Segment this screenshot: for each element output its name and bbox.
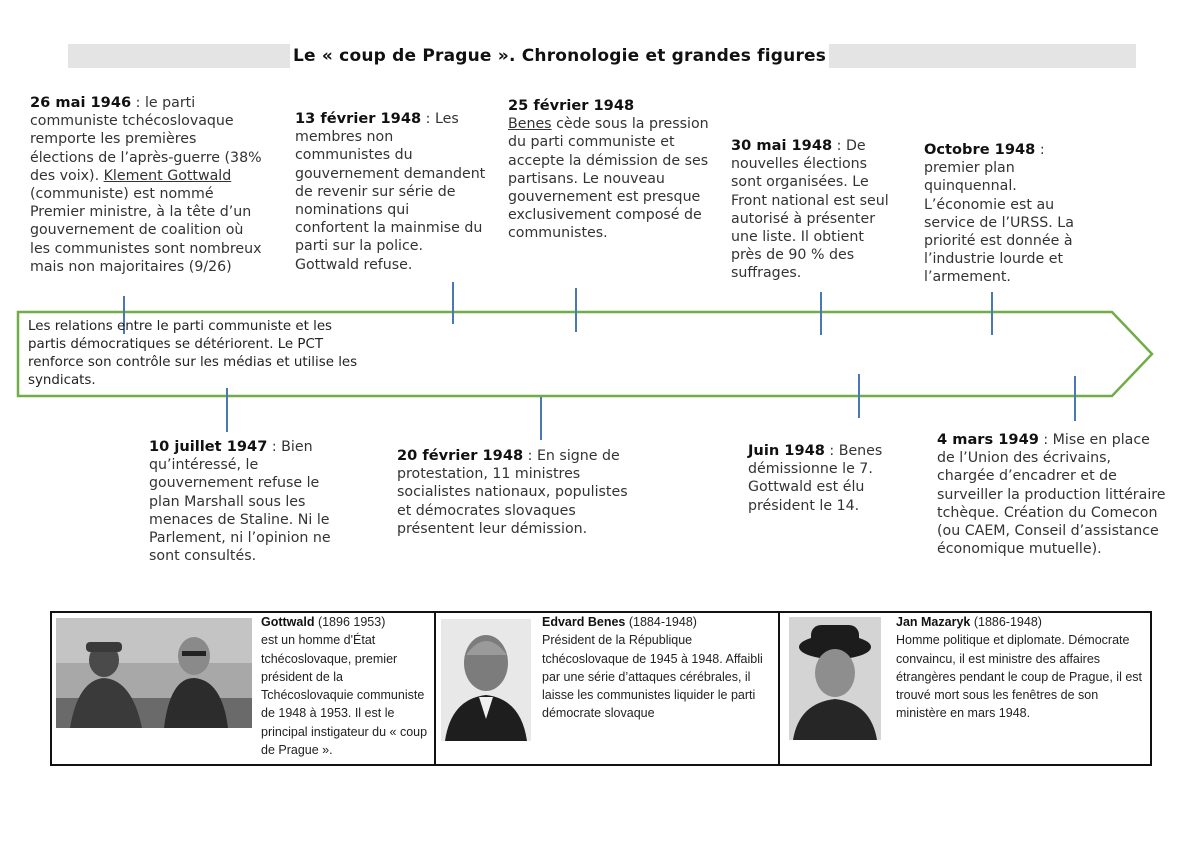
- bio-cell-gottwald: [51, 612, 435, 765]
- timeline-tick: [858, 374, 860, 418]
- gottwald-photo: [56, 618, 252, 728]
- bio-benes: Edvard Benes (1884-1948) Président de la République tchécoslovaque de 1945 à 1948. Affaibli par une série d’attaques cérébrales, il laisse les communistes liquider le parti démocrate slovaque: [542, 615, 763, 721]
- event-date: 30 mai 1948: [731, 137, 833, 154]
- event-4-mars-1949: 4 mars 1949 : Mise en place de l’Union des écrivains, chargée d’encadrer et de surveiller la production littéraire tchèque. Création du Comecon (ou CAEM, Conseil d’assistance économique mutuelle).: [937, 431, 1166, 558]
- timeline-tick: [991, 292, 993, 335]
- bio-cell-benes: [435, 612, 779, 765]
- event-date: 13 février 1948: [295, 110, 422, 127]
- page-title: Le « coup de Prague ». Chronologie et grandes figures: [290, 44, 829, 68]
- bio-cell-mazaryk: [779, 612, 1151, 765]
- event-30-mai-1948: 30 mai 1948 : De nouvelles élections sont organisées. Le Front national est seul autorisé à présenter une liste. Il obtient près de 90 % des suffrages.: [731, 137, 889, 282]
- event-26-mai-1946: 26 mai 1946 : le parti communiste tchécoslovaque remporte les premières élections de l’après-guerre (38% des voix). Klement Gottwald (communiste) est nommé Premier ministre, à la tête d’un gouvernement de coalition où les communistes sont nombreux mais non majoritaires (9/26): [30, 94, 262, 275]
- event-juin-1948: Juin 1948 : Benes démissionne le 7. Gottwald est élu président le 14.: [748, 442, 883, 514]
- benes-link: Benes: [508, 116, 552, 133]
- benes-photo: [441, 619, 531, 741]
- timeline-tick: [820, 292, 822, 335]
- timeline-tick: [452, 282, 454, 324]
- timeline-tick: [226, 388, 228, 432]
- event-25-fevrier-1948: 25 février 1948 Benes cède sous la pression du parti communiste et accepte la démission de ses partisans. Le nouveau gouvernement est presque exclusivement composé de communistes.: [508, 97, 709, 242]
- event-date: 10 juillet 1947: [149, 438, 268, 455]
- klement-gottwald-link: Klement Gottwald: [103, 167, 232, 184]
- event-13-fevrier-1948: 13 février 1948 : Les membres non communistes du gouvernement demandent de revenir sur série de nominations qui confortent la mainmise du parti sur la police. Gottwald refuse.: [295, 110, 486, 273]
- bio-name: Edvard Benes: [542, 615, 626, 629]
- biographies-table: [50, 611, 1152, 766]
- bio-name: Gottwald: [261, 615, 315, 629]
- timeline-tick: [1074, 376, 1076, 421]
- event-date: 25 février 1948: [508, 97, 635, 114]
- bio-mazaryk: Jan Mazaryk (1886-1948) Homme politique et diplomate. Démocrate convaincu, il est ministre des affaires étrangères pendant le coup de Prague, il est trouvé mort sous les fenêtres de son ministère en mars 1948.: [896, 615, 1143, 721]
- event-date: 20 février 1948: [397, 447, 524, 464]
- bio-gottwald: Gottwald (1896 1953) est un homme d'État tchécoslovaque, premier président de la Tchécoslovaquie communiste de 1948 à 1953. Il est le principal instigateur du « coup de Prague ».: [261, 615, 428, 758]
- timeline-tick: [540, 397, 542, 440]
- bio-name: Jan Mazaryk: [896, 615, 971, 629]
- mazaryk-photo: [789, 617, 881, 740]
- arrow-text: Les relations entre le parti communiste et les partis démocratiques se détériorent. Le PCT renforce son contrôle sur les médias et utilise les syndicats.: [28, 319, 358, 388]
- event-date: Octobre 1948: [924, 141, 1036, 158]
- event-octobre-1948: Octobre 1948 : premier plan quinquennal. L’économie est au service de l’URSS. La priorité est donnée à l’industrie lourde et l’armement.: [924, 141, 1074, 286]
- event-date: Juin 1948: [748, 442, 825, 459]
- event-date: 26 mai 1946: [30, 94, 132, 111]
- event-date: 4 mars 1949: [937, 431, 1039, 448]
- timeline-tick: [575, 288, 577, 332]
- event-20-fevrier-1948: 20 février 1948 : En signe de protestation, 11 ministres socialistes nationaux, populistes et démocrates slovaques présentent leur démission.: [397, 447, 628, 537]
- event-10-juillet-1947: 10 juillet 1947 : Bien qu’intéressé, le gouvernement refuse le plan Marshall sous les menaces de Staline. Ni le Parlement, ni l’opinion ne sont consultés.: [149, 438, 331, 565]
